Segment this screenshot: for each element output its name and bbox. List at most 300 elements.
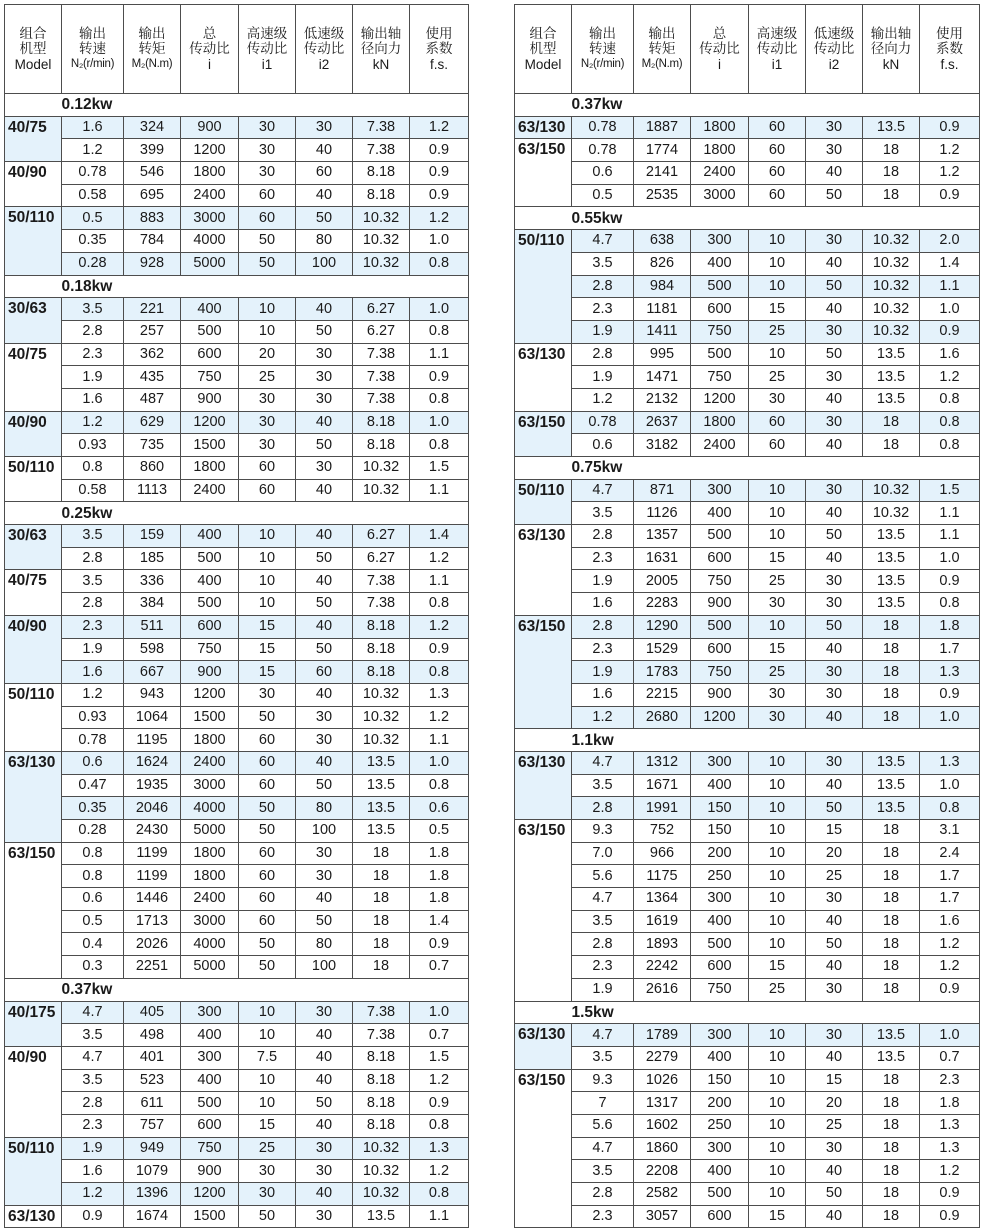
radial-force-cell: 18 (353, 910, 410, 933)
output-torque-cell: 2208 (634, 1160, 691, 1183)
output-torque-cell: 1364 (634, 888, 691, 911)
table-row (515, 547, 980, 570)
output-speed-cell: 1.6 (62, 1160, 124, 1183)
low-speed-ratio-cell: 30 (296, 729, 353, 752)
total-ratio-cell: 750 (181, 366, 239, 389)
table-row (515, 434, 980, 457)
radial-force-cell: 8.18 (353, 638, 410, 661)
header-line: i1 (261, 56, 273, 72)
low-speed-ratio-cell: 50 (806, 275, 863, 298)
header-low-speed-ratio (806, 5, 863, 94)
total-ratio-cell: 600 (181, 1114, 239, 1137)
output-torque-cell: 511 (124, 615, 181, 638)
high-speed-ratio-cell: 60 (239, 774, 296, 797)
model-cell: 40/175 (5, 1001, 62, 1046)
service-factor-cell: 1.1 (920, 525, 980, 548)
radial-force-cell: 7.38 (353, 366, 410, 389)
power-spacer (515, 1001, 572, 1024)
output-torque-cell: 1893 (634, 933, 691, 956)
high-speed-ratio-cell: 15 (749, 956, 806, 979)
output-torque-cell: 984 (634, 275, 691, 298)
power-label: 0.18kw (62, 275, 469, 298)
table-row (5, 320, 469, 343)
radial-force-cell: 8.18 (353, 1046, 410, 1069)
table-row (515, 252, 980, 275)
high-speed-ratio-cell: 10 (239, 1069, 296, 1092)
header-line: 低速级 (813, 25, 855, 41)
table-row (515, 275, 980, 298)
high-speed-ratio-cell: 25 (749, 320, 806, 343)
table-row (515, 479, 980, 502)
high-speed-ratio-cell: 10 (749, 615, 806, 638)
output-torque-cell: 1471 (634, 366, 691, 389)
total-ratio-cell: 300 (691, 1024, 749, 1047)
output-speed-cell: 5.6 (572, 865, 634, 888)
high-speed-ratio-cell: 10 (749, 343, 806, 366)
radial-force-cell: 7.38 (353, 116, 410, 139)
model-cell: 40/90 (5, 411, 62, 456)
header-line: 径向力 (360, 41, 402, 57)
radial-force-cell: 10.32 (863, 252, 920, 275)
table-row (5, 910, 469, 933)
output-speed-cell: 0.78 (572, 411, 634, 434)
header-row (5, 5, 469, 94)
power-spacer (515, 729, 572, 752)
power-label: 1.1kw (572, 729, 980, 752)
output-torque-cell: 362 (124, 343, 181, 366)
output-torque-cell: 2279 (634, 1046, 691, 1069)
table-row (5, 139, 469, 162)
low-speed-ratio-cell: 30 (296, 1001, 353, 1024)
radial-force-cell: 10.32 (353, 1137, 410, 1160)
service-factor-cell: 0.9 (410, 139, 469, 162)
table-row (5, 184, 469, 207)
table-row (5, 366, 469, 389)
radial-force-cell: 10.32 (863, 320, 920, 343)
total-ratio-cell: 1800 (181, 842, 239, 865)
table-row (515, 1205, 980, 1228)
table-row (515, 139, 980, 162)
output-torque-cell: 3182 (634, 434, 691, 457)
high-speed-ratio-cell: 30 (749, 683, 806, 706)
high-speed-ratio-cell: 10 (749, 1137, 806, 1160)
service-factor-cell: 0.9 (920, 683, 980, 706)
table-row (5, 774, 469, 797)
high-speed-ratio-cell: 15 (749, 547, 806, 570)
output-speed-cell: 3.5 (572, 252, 634, 275)
output-torque-cell: 399 (124, 139, 181, 162)
output-speed-cell: 0.6 (62, 888, 124, 911)
low-speed-ratio-cell: 30 (806, 1137, 863, 1160)
service-factor-cell: 0.8 (410, 388, 469, 411)
table-row (515, 706, 980, 729)
table-row (515, 343, 980, 366)
table-row (5, 706, 469, 729)
header-line: 传动比 (189, 41, 230, 57)
output-torque-cell: 435 (124, 366, 181, 389)
total-ratio-cell: 1200 (181, 683, 239, 706)
service-factor-cell: 1.0 (920, 547, 980, 570)
header-line: f.s. (429, 56, 448, 72)
service-factor-cell: 1.8 (410, 865, 469, 888)
header-line: 组合 (529, 25, 557, 41)
output-torque-cell: 1671 (634, 774, 691, 797)
total-ratio-cell: 400 (691, 502, 749, 525)
output-speed-cell: 3.5 (572, 910, 634, 933)
header-line: i2 (318, 56, 330, 72)
total-ratio-cell: 600 (181, 343, 239, 366)
output-torque-cell: 1199 (124, 865, 181, 888)
low-speed-ratio-cell: 30 (806, 661, 863, 684)
high-speed-ratio-cell: 15 (749, 1205, 806, 1228)
header-line: 输出 (648, 25, 676, 41)
output-torque-cell: 826 (634, 252, 691, 275)
output-speed-cell: 4.7 (572, 230, 634, 253)
low-speed-ratio-cell: 40 (806, 1046, 863, 1069)
output-speed-cell: 1.6 (62, 661, 124, 684)
radial-force-cell: 13.5 (863, 593, 920, 616)
low-speed-ratio-cell: 20 (806, 842, 863, 865)
output-speed-cell: 0.6 (572, 434, 634, 457)
header-line: 传动比 (303, 41, 345, 57)
high-speed-ratio-cell: 25 (239, 366, 296, 389)
radial-force-cell: 8.18 (353, 411, 410, 434)
low-speed-ratio-cell: 30 (806, 888, 863, 911)
total-ratio-cell: 3000 (181, 910, 239, 933)
table-row (5, 661, 469, 684)
total-ratio-cell: 900 (181, 116, 239, 139)
total-ratio-cell: 600 (691, 638, 749, 661)
header-line: 高速级 (756, 25, 798, 41)
output-torque-cell: 943 (124, 683, 181, 706)
service-factor-cell: 1.0 (920, 706, 980, 729)
output-torque-cell: 1860 (634, 1137, 691, 1160)
header-line: 转矩 (138, 41, 166, 57)
service-factor-cell: 1.2 (410, 1160, 469, 1183)
high-speed-ratio-cell: 10 (749, 774, 806, 797)
radial-force-cell: 18 (863, 1183, 920, 1206)
output-torque-cell: 1887 (634, 116, 691, 139)
service-factor-cell: 1.3 (410, 1137, 469, 1160)
output-torque-cell: 2026 (124, 933, 181, 956)
power-spacer (5, 978, 62, 1001)
high-speed-ratio-cell: 10 (749, 1114, 806, 1137)
service-factor-cell: 1.0 (410, 411, 469, 434)
output-speed-cell: 1.2 (572, 706, 634, 729)
high-speed-ratio-cell: 10 (749, 1046, 806, 1069)
output-torque-cell: 995 (634, 343, 691, 366)
header-line: 转矩 (648, 41, 676, 57)
total-ratio-cell: 1800 (181, 729, 239, 752)
output-speed-cell: 3.5 (572, 774, 634, 797)
output-torque-cell: 2215 (634, 683, 691, 706)
output-torque-cell: 336 (124, 570, 181, 593)
low-speed-ratio-cell: 30 (806, 683, 863, 706)
low-speed-ratio-cell: 30 (806, 320, 863, 343)
radial-force-cell: 13.5 (863, 1024, 920, 1047)
radial-force-cell: 7.38 (353, 1001, 410, 1024)
header-high-speed-ratio (239, 5, 296, 94)
low-speed-ratio-cell: 50 (806, 184, 863, 207)
service-factor-cell: 0.9 (410, 933, 469, 956)
output-torque-cell: 257 (124, 320, 181, 343)
service-factor-cell: 1.0 (920, 298, 980, 321)
service-factor-cell: 1.2 (920, 933, 980, 956)
output-speed-cell: 1.2 (62, 683, 124, 706)
model-cell: 63/150 (515, 411, 572, 456)
total-ratio-cell: 5000 (181, 820, 239, 843)
output-speed-cell: 1.6 (62, 116, 124, 139)
service-factor-cell: 1.3 (920, 751, 980, 774)
service-factor-cell: 1.7 (920, 638, 980, 661)
model-cell: 63/150 (515, 820, 572, 1002)
output-torque-cell: 1631 (634, 547, 691, 570)
model-cell: 40/75 (5, 570, 62, 615)
output-speed-cell: 0.93 (62, 434, 124, 457)
high-speed-ratio-cell: 30 (239, 411, 296, 434)
radial-force-cell: 18 (863, 1069, 920, 1092)
high-speed-ratio-cell: 25 (749, 570, 806, 593)
high-speed-ratio-cell: 30 (239, 434, 296, 457)
output-torque-cell: 1199 (124, 842, 181, 865)
total-ratio-cell: 1800 (181, 162, 239, 185)
low-speed-ratio-cell: 40 (296, 615, 353, 638)
low-speed-ratio-cell: 50 (806, 343, 863, 366)
radial-force-cell: 10.32 (863, 502, 920, 525)
high-speed-ratio-cell: 50 (239, 820, 296, 843)
table-row (515, 978, 980, 1001)
output-speed-cell: 2.8 (62, 320, 124, 343)
output-torque-cell: 2283 (634, 593, 691, 616)
table-row (5, 1092, 469, 1115)
low-speed-ratio-cell: 30 (806, 411, 863, 434)
low-speed-ratio-cell: 30 (806, 751, 863, 774)
output-torque-cell: 757 (124, 1114, 181, 1137)
output-speed-cell: 0.6 (572, 162, 634, 185)
total-ratio-cell: 2400 (691, 162, 749, 185)
power-spacer (515, 94, 572, 117)
radial-force-cell: 13.5 (353, 797, 410, 820)
low-speed-ratio-cell: 30 (806, 366, 863, 389)
output-torque-cell: 1357 (634, 525, 691, 548)
total-ratio-cell: 1800 (691, 139, 749, 162)
total-ratio-cell: 2400 (691, 434, 749, 457)
service-factor-cell: 0.8 (920, 797, 980, 820)
service-factor-cell: 0.9 (920, 1183, 980, 1206)
model-cell: 63/130 (515, 343, 572, 411)
low-speed-ratio-cell: 30 (296, 388, 353, 411)
high-speed-ratio-cell: 60 (749, 139, 806, 162)
total-ratio-cell: 400 (691, 1046, 749, 1069)
total-ratio-cell: 1200 (691, 706, 749, 729)
low-speed-ratio-cell: 50 (806, 615, 863, 638)
output-torque-cell: 1026 (634, 1069, 691, 1092)
output-torque-cell: 401 (124, 1046, 181, 1069)
total-ratio-cell: 400 (181, 298, 239, 321)
low-speed-ratio-cell: 80 (296, 797, 353, 820)
radial-force-cell: 18 (863, 638, 920, 661)
total-ratio-cell: 1800 (691, 116, 749, 139)
high-speed-ratio-cell: 10 (749, 230, 806, 253)
high-speed-ratio-cell: 60 (749, 434, 806, 457)
service-factor-cell: 1.4 (410, 910, 469, 933)
service-factor-cell: 0.8 (410, 593, 469, 616)
service-factor-cell: 2.3 (920, 1069, 980, 1092)
service-factor-cell: 0.8 (410, 661, 469, 684)
table-body (5, 94, 469, 1228)
radial-force-cell: 8.18 (353, 434, 410, 457)
output-torque-cell: 695 (124, 184, 181, 207)
low-speed-ratio-cell: 50 (296, 547, 353, 570)
total-ratio-cell: 300 (691, 1137, 749, 1160)
table-row (5, 615, 469, 638)
total-ratio-cell: 900 (181, 388, 239, 411)
output-speed-cell: 1.9 (62, 1137, 124, 1160)
header-line: 系数 (425, 41, 453, 57)
model-cell: 40/75 (5, 116, 62, 161)
total-ratio-cell: 750 (691, 366, 749, 389)
service-factor-cell: 1.6 (920, 910, 980, 933)
table-row (515, 683, 980, 706)
header-line: 总 (712, 25, 727, 41)
low-speed-ratio-cell: 50 (296, 207, 353, 230)
header-line: 使用 (936, 25, 963, 41)
high-speed-ratio-cell: 15 (239, 661, 296, 684)
output-torque-cell: 1774 (634, 139, 691, 162)
high-speed-ratio-cell: 10 (239, 593, 296, 616)
header-row (515, 5, 980, 94)
low-speed-ratio-cell: 40 (806, 162, 863, 185)
high-speed-ratio-cell: 30 (239, 1183, 296, 1206)
table-row (5, 751, 469, 774)
radial-force-cell: 13.5 (863, 116, 920, 139)
table-row (515, 116, 980, 139)
output-speed-cell: 1.9 (572, 366, 634, 389)
low-speed-ratio-cell: 40 (806, 1205, 863, 1228)
low-speed-ratio-cell: 40 (296, 411, 353, 434)
power-spacer (5, 275, 62, 298)
header-line: M₂(N.m) (131, 57, 173, 70)
low-speed-ratio-cell: 30 (806, 978, 863, 1001)
table-row (515, 615, 980, 638)
output-speed-cell: 1.2 (572, 388, 634, 411)
header-output-speed (572, 5, 634, 94)
output-speed-cell: 2.8 (62, 593, 124, 616)
table-row (5, 1137, 469, 1160)
output-torque-cell: 883 (124, 207, 181, 230)
radial-force-cell: 13.5 (863, 388, 920, 411)
total-ratio-cell: 200 (691, 1092, 749, 1115)
output-speed-cell: 2.3 (572, 956, 634, 979)
output-torque-cell: 2005 (634, 570, 691, 593)
header-line: i (718, 56, 721, 72)
power-label: 0.75kw (572, 457, 980, 480)
output-torque-cell: 384 (124, 593, 181, 616)
service-factor-cell: 1.2 (410, 706, 469, 729)
low-speed-ratio-cell: 30 (806, 570, 863, 593)
total-ratio-cell: 400 (691, 910, 749, 933)
total-ratio-cell: 500 (691, 933, 749, 956)
table-row (5, 434, 469, 457)
radial-force-cell: 10.32 (353, 729, 410, 752)
total-ratio-cell: 300 (181, 1046, 239, 1069)
output-speed-cell: 7 (572, 1092, 634, 1115)
header-radial-force (863, 5, 920, 94)
table-row (5, 865, 469, 888)
low-speed-ratio-cell: 100 (296, 956, 353, 979)
radial-force-cell: 18 (353, 865, 410, 888)
output-speed-cell: 0.58 (62, 184, 124, 207)
service-factor-cell: 0.8 (920, 593, 980, 616)
low-speed-ratio-cell: 30 (296, 366, 353, 389)
low-speed-ratio-cell: 30 (296, 457, 353, 480)
output-speed-cell: 3.5 (62, 525, 124, 548)
model-cell: 40/90 (5, 615, 62, 683)
power-label: 0.37kw (62, 978, 469, 1001)
table-row (5, 525, 469, 548)
low-speed-ratio-cell: 40 (806, 910, 863, 933)
low-speed-ratio-cell: 50 (296, 434, 353, 457)
table-row (5, 252, 469, 275)
high-speed-ratio-cell: 10 (239, 570, 296, 593)
high-speed-ratio-cell: 50 (239, 1205, 296, 1228)
total-ratio-cell: 750 (691, 978, 749, 1001)
low-speed-ratio-cell: 40 (296, 525, 353, 548)
table-row (5, 1205, 469, 1228)
low-speed-ratio-cell: 40 (806, 252, 863, 275)
service-factor-cell: 1.1 (410, 729, 469, 752)
high-speed-ratio-cell: 25 (749, 978, 806, 1001)
high-speed-ratio-cell: 10 (749, 842, 806, 865)
model-cell: 63/130 (515, 751, 572, 819)
total-ratio-cell: 600 (691, 1205, 749, 1228)
radial-force-cell: 18 (353, 842, 410, 865)
high-speed-ratio-cell: 7.5 (239, 1046, 296, 1069)
table-row (515, 1046, 980, 1069)
service-factor-cell: 2.0 (920, 230, 980, 253)
header-low-speed-ratio (296, 5, 353, 94)
low-speed-ratio-cell: 40 (296, 570, 353, 593)
total-ratio-cell: 250 (691, 1114, 749, 1137)
low-speed-ratio-cell: 30 (296, 865, 353, 888)
header-radial-force (353, 5, 410, 94)
table-row (515, 593, 980, 616)
header-model (515, 5, 572, 94)
table-row (5, 1024, 469, 1047)
model-cell: 63/130 (515, 525, 572, 616)
model-cell: 50/110 (5, 207, 62, 275)
model-cell: 63/130 (5, 751, 62, 842)
high-speed-ratio-cell: 30 (239, 1160, 296, 1183)
high-speed-ratio-cell: 25 (749, 366, 806, 389)
radial-force-cell: 13.5 (353, 1205, 410, 1228)
high-speed-ratio-cell: 50 (239, 230, 296, 253)
radial-force-cell: 7.38 (353, 139, 410, 162)
output-torque-cell: 1935 (124, 774, 181, 797)
output-torque-cell: 2046 (124, 797, 181, 820)
low-speed-ratio-cell: 40 (806, 956, 863, 979)
service-factor-cell: 0.9 (920, 116, 980, 139)
output-speed-cell: 0.4 (62, 933, 124, 956)
service-factor-cell: 0.9 (920, 320, 980, 343)
total-ratio-cell: 1500 (181, 1205, 239, 1228)
high-speed-ratio-cell: 15 (749, 298, 806, 321)
low-speed-ratio-cell: 50 (806, 797, 863, 820)
total-ratio-cell: 500 (691, 275, 749, 298)
output-torque-cell: 159 (124, 525, 181, 548)
service-factor-cell: 1.5 (410, 1046, 469, 1069)
low-speed-ratio-cell: 30 (296, 1137, 353, 1160)
